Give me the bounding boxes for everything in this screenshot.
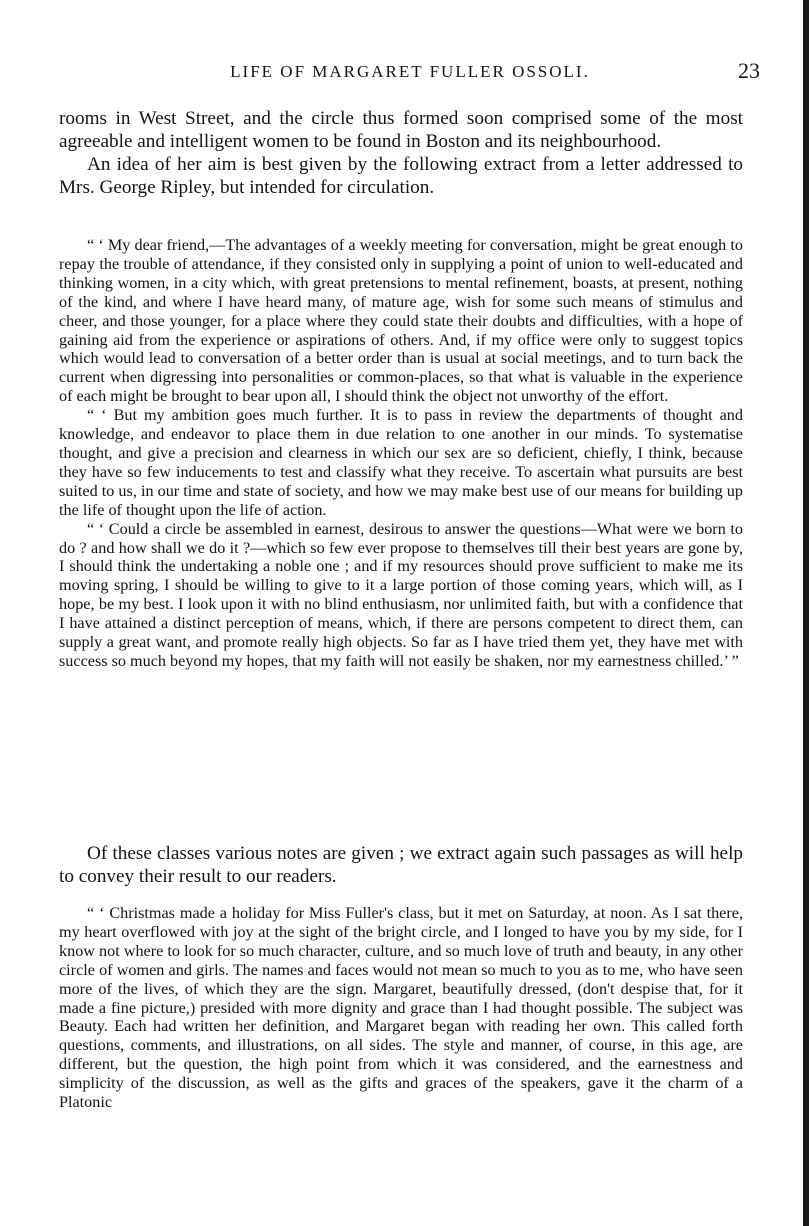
notes-paragraph-1: “ ‘ Christmas made a holiday for Miss Fuller's class, but it met on Saturday, at noon. As I sat there, my heart overflowed with joy at the sight of the bright circle, and I longed to have you by my side, for I know not where to look for so much character, culture, and so much love of truth and beauty, in any other circle of women and girls. The names and faces would not mean so much to you as to me, who have seen more of the lives, of which they are the sign. Margaret, beautifully dressed, (don't despise that, for it made a fine picture,) presided with more dignity and grace than I had thought possible. The subject was Beauty. Each had written her definition, and Margaret began with reading her own. This called forth questions, comments, and illustrations, on all sides. The style and manner, of course, in this age, are different, but the question, the high point from which it was considered, and the earnestness and simplicity of the discussion, as well as the gifts and graces of the speakers, gave it the charm of a Platonic [59,904,743,1112]
page-header [60,58,760,88]
letter-extract [59,236,743,671]
bridge-section [59,842,743,888]
intro-paragraph-2: An idea of her aim is best given by the following extract from a letter addressed to Mrs. George Ripley, but intended for circulation. [59,154,743,198]
class-notes-extract [59,904,743,1112]
bridge-paragraph: Of these classes various notes are given ; we extract again such passages as will help to convey their result to our readers. [59,843,743,887]
intro-paragraph-1: rooms in West Street, and the circle thus formed soon comprised some of the most agreeable and intelligent women to be found in Boston and its neighbourhood. [59,108,743,152]
page-edge-line [803,0,809,1226]
letter-paragraph-3: “ ‘ Could a circle be assembled in earnest, desirous to answer the questions—What were we born to do ? and how shall we do it ?—which so few ever propose to themselves till their best years are gone by, I should think the undertaking a noble one ; and if my resources should prove sufficient to make me its moving spring, I should be willing to give to it a large portion of those coming years, which will, as I hope, be my best. I look upon it with no blind enthusiasm, nor unlimited faith, but with a confidence that I have attained a distinct perception of means, which, if there are persons competent to direct them, can supply a great want, and promote really high objects. So far as I have tried them yet, they have met with success so much beyond my hopes, that my faith will not easily be shaken, nor my earnestness chilled.’ ” [59,519,743,670]
letter-paragraph-1: “ ‘ My dear friend,—The advantages of a weekly meeting for conversation, might be great enough to repay the trouble of attendance, if they consisted only in supplying a point of union to well-educated and thinking women, in a city which, with great pretensions to mental refinement, boasts, at present, nothing of the kind, and where I have heard many, of mature age, wish for some such means of stimulus and cheer, and those younger, for a place where they could state their doubts and difficulties, with a hope of gaining aid from the experience or aspirations of others. And, if my office were only to suggest topics which would lead to conversation of a better order than is usual at social meetings, and to turn back the current when digressing into personalities or common-places, so that what is valuable in the experience of each might be brought to bear upon all, I should think the object not unworthy of the effort. [59,236,743,406]
page-number: 23 [738,58,760,83]
running-title: LIFE OF MARGARET FULLER OSSOLI. [230,62,590,81]
intro-section [59,107,743,199]
letter-paragraph-2: “ ‘ But my ambition goes much further. It is to pass in review the departments of thought and knowledge, and endeavor to place them in due relation to one another in our minds. To systematise thought, and give a precision and clearness in which our sex are so deficient, chiefly, I think, because they have so few inducements to test and classify what they receive. To ascertain what pursuits are best suited to us, in our time and state of society, and how we may make best use of our means for building up the life of thought upon the life of action. [59,406,743,519]
